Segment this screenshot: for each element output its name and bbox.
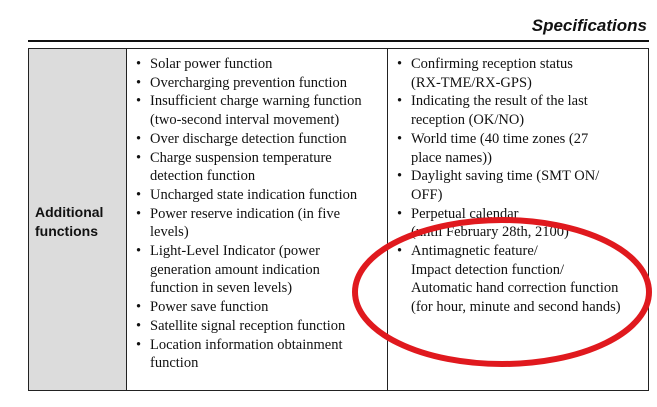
list-item: • Antimagnetic feature/ Impact detection function/ Automatic hand correction function (for hour, minute and second hands) (397, 243, 621, 316)
row-label: Additional functions (35, 204, 104, 239)
list-item-text: Antimagnetic feature/ Impact detection function/ Automatic hand correction function (for hour, minute and second hands) (411, 243, 621, 316)
list-item: • Power reserve indication (in five levels) (136, 205, 341, 241)
list-item-text: Over discharge detection function (150, 130, 347, 147)
function-list-column-1 (134, 55, 389, 373)
list-item: • World time (40 time zones (27 place names)) (397, 130, 589, 166)
list-item-text: Solar power function (150, 56, 273, 72)
list-item-text: Insufficient charge warning function (two-second interval movement) (150, 93, 362, 129)
list-item-text: Light-Level Indicator (power generation amount indication function in seven levels) (150, 243, 320, 297)
list-item: • Perpetual calendar (until February 28th, 2100) (397, 205, 569, 241)
header-rule (28, 40, 649, 42)
list-item: • Uncharged state indication function (136, 186, 358, 203)
list-item-text: Indicating the result of the last reception (OK/NO) (411, 93, 588, 129)
list-item: • Charge suspension temperature detection function (136, 149, 332, 185)
list-item-text: Location information obtainment function (150, 336, 343, 372)
list-item-text: Power reserve indication (in five levels) (150, 205, 341, 241)
list-item: • Overcharging prevention function (136, 74, 348, 91)
list-item: • Confirming reception status (RX-TME/RX-GPS) (397, 56, 573, 91)
list-item-text: Satellite signal reception function (150, 317, 346, 334)
list-item-text: Confirming reception status (RX-TME/RX-GPS) (411, 56, 573, 91)
list-item-text: Charge suspension temperature detection function (150, 149, 332, 185)
section-title: Specifications (531, 16, 647, 35)
list-item: • Light-Level Indicator (power generation amount indication function in seven levels) (136, 243, 320, 297)
specifications-table (28, 48, 649, 391)
list-item-text: Perpetual calendar (until February 28th, 2100) (411, 205, 569, 241)
list-item: • Daylight saving time (SMT ON/ OFF) (397, 168, 600, 203)
list-item-text: Power save function (150, 299, 269, 316)
list-item-text: Uncharged state indication function (150, 186, 358, 203)
list-item-text: World time (40 time zones (27 place names)) (411, 130, 589, 166)
list-item: • Solar power function (136, 56, 273, 72)
list-item-text: Overcharging prevention function (150, 74, 348, 91)
function-list-column-2 (395, 55, 645, 317)
list-item: • Indicating the result of the last reception (OK/NO) (397, 93, 588, 129)
list-item: • Power save function (136, 299, 269, 316)
list-item: • Satellite signal reception function (136, 317, 346, 334)
row-label-cell (29, 49, 127, 390)
list-item-text: Daylight saving time (SMT ON/ OFF) (411, 168, 600, 203)
list-item: • Location information obtainment function (136, 336, 343, 372)
list-item: • Over discharge detection function (136, 130, 347, 147)
list-item: • Insufficient charge warning function (two-second interval movement) (136, 93, 362, 129)
